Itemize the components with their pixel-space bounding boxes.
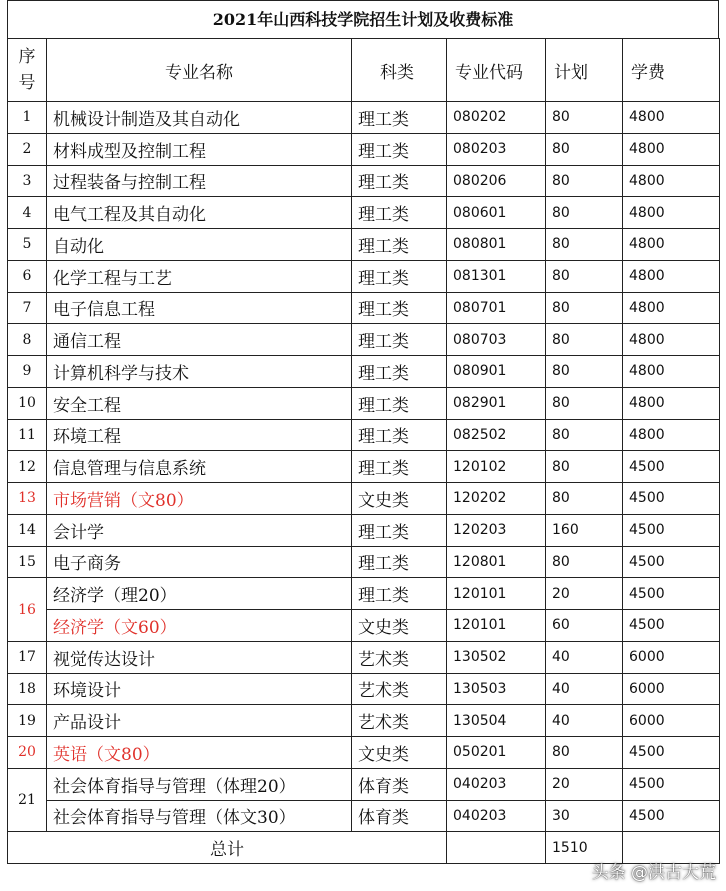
row-major-name: 视觉传达设计 <box>47 641 352 673</box>
row-category: 艺术类 <box>352 705 447 737</box>
table-row <box>8 578 720 610</box>
table-row <box>8 546 720 578</box>
row-major-name: 电气工程及其自动化 <box>47 197 352 229</box>
row-index: 9 <box>8 356 47 388</box>
row-category: 文史类 <box>352 610 447 642</box>
table-row <box>8 610 720 642</box>
row-major-name: 环境设计 <box>47 673 352 705</box>
row-major-code: 082502 <box>447 419 546 451</box>
row-major-name: 信息管理与信息系统 <box>47 451 352 483</box>
row-fee: 4800 <box>623 292 720 324</box>
table-row <box>8 800 720 832</box>
table-row <box>8 483 720 515</box>
table-row <box>8 356 720 388</box>
row-index: 11 <box>8 419 47 451</box>
row-category: 理工类 <box>352 197 447 229</box>
table-title: 2021年山西科技学院招生计划及收费标准 <box>7 0 719 38</box>
row-plan: 20 <box>546 578 623 610</box>
row-major-name: 安全工程 <box>47 387 352 419</box>
row-index: 8 <box>8 324 47 356</box>
row-major-name: 社会体育指导与管理（体理20） <box>47 768 352 800</box>
header-major-code: 专业代码 <box>447 39 546 102</box>
row-plan: 80 <box>546 451 623 483</box>
row-plan: 80 <box>546 229 623 261</box>
row-category: 理工类 <box>352 260 447 292</box>
header-fee: 学费 <box>623 39 720 102</box>
row-category: 理工类 <box>352 387 447 419</box>
row-plan: 160 <box>546 514 623 546</box>
table-row <box>8 705 720 737</box>
row-plan: 40 <box>546 705 623 737</box>
row-fee: 4800 <box>623 229 720 261</box>
row-major-name: 化学工程与工艺 <box>47 260 352 292</box>
row-category: 理工类 <box>352 133 447 165</box>
row-fee: 4800 <box>623 387 720 419</box>
row-plan: 40 <box>546 673 623 705</box>
table-row <box>8 514 720 546</box>
row-plan: 80 <box>546 102 623 134</box>
row-category: 理工类 <box>352 578 447 610</box>
row-fee: 6000 <box>623 705 720 737</box>
row-plan: 80 <box>546 387 623 419</box>
total-plan: 1510 <box>546 832 623 864</box>
table-row <box>8 419 720 451</box>
table-row <box>8 737 720 769</box>
header-index: 序号 <box>8 39 47 102</box>
row-fee: 4800 <box>623 419 720 451</box>
row-index: 19 <box>8 705 47 737</box>
row-fee: 4800 <box>623 260 720 292</box>
row-major-name: 会计学 <box>47 514 352 546</box>
row-major-name: 市场营销（文80） <box>47 483 352 515</box>
table-row <box>8 133 720 165</box>
watermark: 头条 @洪古大荒 <box>591 863 716 883</box>
row-index: 18 <box>8 673 47 705</box>
row-fee: 6000 <box>623 641 720 673</box>
header-category: 科类 <box>352 39 447 102</box>
row-fee: 4500 <box>623 483 720 515</box>
row-category: 理工类 <box>352 514 447 546</box>
row-major-code: 130504 <box>447 705 546 737</box>
row-plan: 20 <box>546 768 623 800</box>
row-plan: 80 <box>546 419 623 451</box>
row-major-code: 040203 <box>447 800 546 832</box>
table-row <box>8 165 720 197</box>
row-plan: 80 <box>546 197 623 229</box>
row-category: 理工类 <box>352 356 447 388</box>
row-category: 体育类 <box>352 800 447 832</box>
row-major-code: 130502 <box>447 641 546 673</box>
row-plan: 80 <box>546 165 623 197</box>
row-category: 理工类 <box>352 102 447 134</box>
table-row <box>8 641 720 673</box>
row-index: 4 <box>8 197 47 229</box>
row-major-name: 自动化 <box>47 229 352 261</box>
table-header-row <box>8 39 720 102</box>
table-row <box>8 102 720 134</box>
row-major-name: 社会体育指导与管理（体文30） <box>47 800 352 832</box>
row-fee: 6000 <box>623 673 720 705</box>
row-category: 理工类 <box>352 229 447 261</box>
row-major-code: 080801 <box>447 229 546 261</box>
enrollment-table <box>7 38 720 864</box>
row-major-code: 120101 <box>447 610 546 642</box>
row-major-name: 通信工程 <box>47 324 352 356</box>
row-major-code: 120801 <box>447 546 546 578</box>
row-fee: 4500 <box>623 768 720 800</box>
row-fee: 4500 <box>623 737 720 769</box>
row-plan: 80 <box>546 260 623 292</box>
row-index: 14 <box>8 514 47 546</box>
table-row <box>8 197 720 229</box>
row-category: 艺术类 <box>352 641 447 673</box>
table-row <box>8 292 720 324</box>
row-plan: 30 <box>546 800 623 832</box>
table-row <box>8 260 720 292</box>
row-major-code: 120202 <box>447 483 546 515</box>
row-fee: 4500 <box>623 578 720 610</box>
row-index: 12 <box>8 451 47 483</box>
row-fee: 4500 <box>623 451 720 483</box>
row-plan: 60 <box>546 610 623 642</box>
row-index: 13 <box>8 483 47 515</box>
row-fee: 4800 <box>623 197 720 229</box>
row-fee: 4800 <box>623 356 720 388</box>
row-fee: 4800 <box>623 133 720 165</box>
row-plan: 80 <box>546 483 623 515</box>
row-major-name: 经济学（理20） <box>47 578 352 610</box>
row-category: 理工类 <box>352 324 447 356</box>
row-fee: 4500 <box>623 610 720 642</box>
table-row <box>8 229 720 261</box>
row-major-name: 过程装备与控制工程 <box>47 165 352 197</box>
row-index: 3 <box>8 165 47 197</box>
header-major-name: 专业名称 <box>47 39 352 102</box>
row-plan: 40 <box>546 641 623 673</box>
row-category: 文史类 <box>352 737 447 769</box>
row-major-name: 英语（文80） <box>47 737 352 769</box>
row-index: 7 <box>8 292 47 324</box>
row-category: 艺术类 <box>352 673 447 705</box>
row-category: 理工类 <box>352 292 447 324</box>
row-plan: 80 <box>546 356 623 388</box>
row-category: 体育类 <box>352 768 447 800</box>
row-plan: 80 <box>546 292 623 324</box>
row-index: 16 <box>8 578 47 642</box>
row-major-code: 080203 <box>447 133 546 165</box>
row-index: 20 <box>8 737 47 769</box>
row-index: 17 <box>8 641 47 673</box>
row-plan: 80 <box>546 133 623 165</box>
row-fee: 4800 <box>623 165 720 197</box>
table-row <box>8 387 720 419</box>
row-major-code: 080206 <box>447 165 546 197</box>
row-category: 理工类 <box>352 546 447 578</box>
row-fee: 4800 <box>623 324 720 356</box>
row-major-code: 080701 <box>447 292 546 324</box>
row-major-code: 080703 <box>447 324 546 356</box>
row-index: 6 <box>8 260 47 292</box>
row-category: 理工类 <box>352 419 447 451</box>
row-major-name: 电子商务 <box>47 546 352 578</box>
row-major-name: 电子信息工程 <box>47 292 352 324</box>
row-major-code: 040203 <box>447 768 546 800</box>
row-major-code: 080601 <box>447 197 546 229</box>
row-major-name: 材料成型及控制工程 <box>47 133 352 165</box>
row-fee: 4800 <box>623 102 720 134</box>
row-major-code: 120203 <box>447 514 546 546</box>
row-major-name: 环境工程 <box>47 419 352 451</box>
row-major-name: 机械设计制造及其自动化 <box>47 102 352 134</box>
row-plan: 80 <box>546 737 623 769</box>
table-row <box>8 673 720 705</box>
table-row <box>8 451 720 483</box>
row-index: 21 <box>8 768 47 832</box>
row-index: 5 <box>8 229 47 261</box>
row-major-code: 080202 <box>447 102 546 134</box>
total-code-empty <box>447 832 546 864</box>
row-fee: 4500 <box>623 546 720 578</box>
row-index: 2 <box>8 133 47 165</box>
row-major-code: 120102 <box>447 451 546 483</box>
row-major-code: 082901 <box>447 387 546 419</box>
row-major-name: 经济学（文60） <box>47 610 352 642</box>
row-index: 1 <box>8 102 47 134</box>
row-fee: 4500 <box>623 800 720 832</box>
row-category: 理工类 <box>352 165 447 197</box>
row-plan: 80 <box>546 546 623 578</box>
row-plan: 80 <box>546 324 623 356</box>
total-label: 总计 <box>8 832 447 864</box>
row-major-code: 081301 <box>447 260 546 292</box>
row-category: 理工类 <box>352 451 447 483</box>
table-row <box>8 768 720 800</box>
row-major-code: 120101 <box>447 578 546 610</box>
row-major-code: 080901 <box>447 356 546 388</box>
row-major-name: 计算机科学与技术 <box>47 356 352 388</box>
row-fee: 4500 <box>623 514 720 546</box>
row-category: 文史类 <box>352 483 447 515</box>
table-row <box>8 324 720 356</box>
row-index: 15 <box>8 546 47 578</box>
row-major-code: 130503 <box>447 673 546 705</box>
row-major-name: 产品设计 <box>47 705 352 737</box>
header-plan: 计划 <box>546 39 623 102</box>
row-index: 10 <box>8 387 47 419</box>
row-major-code: 050201 <box>447 737 546 769</box>
